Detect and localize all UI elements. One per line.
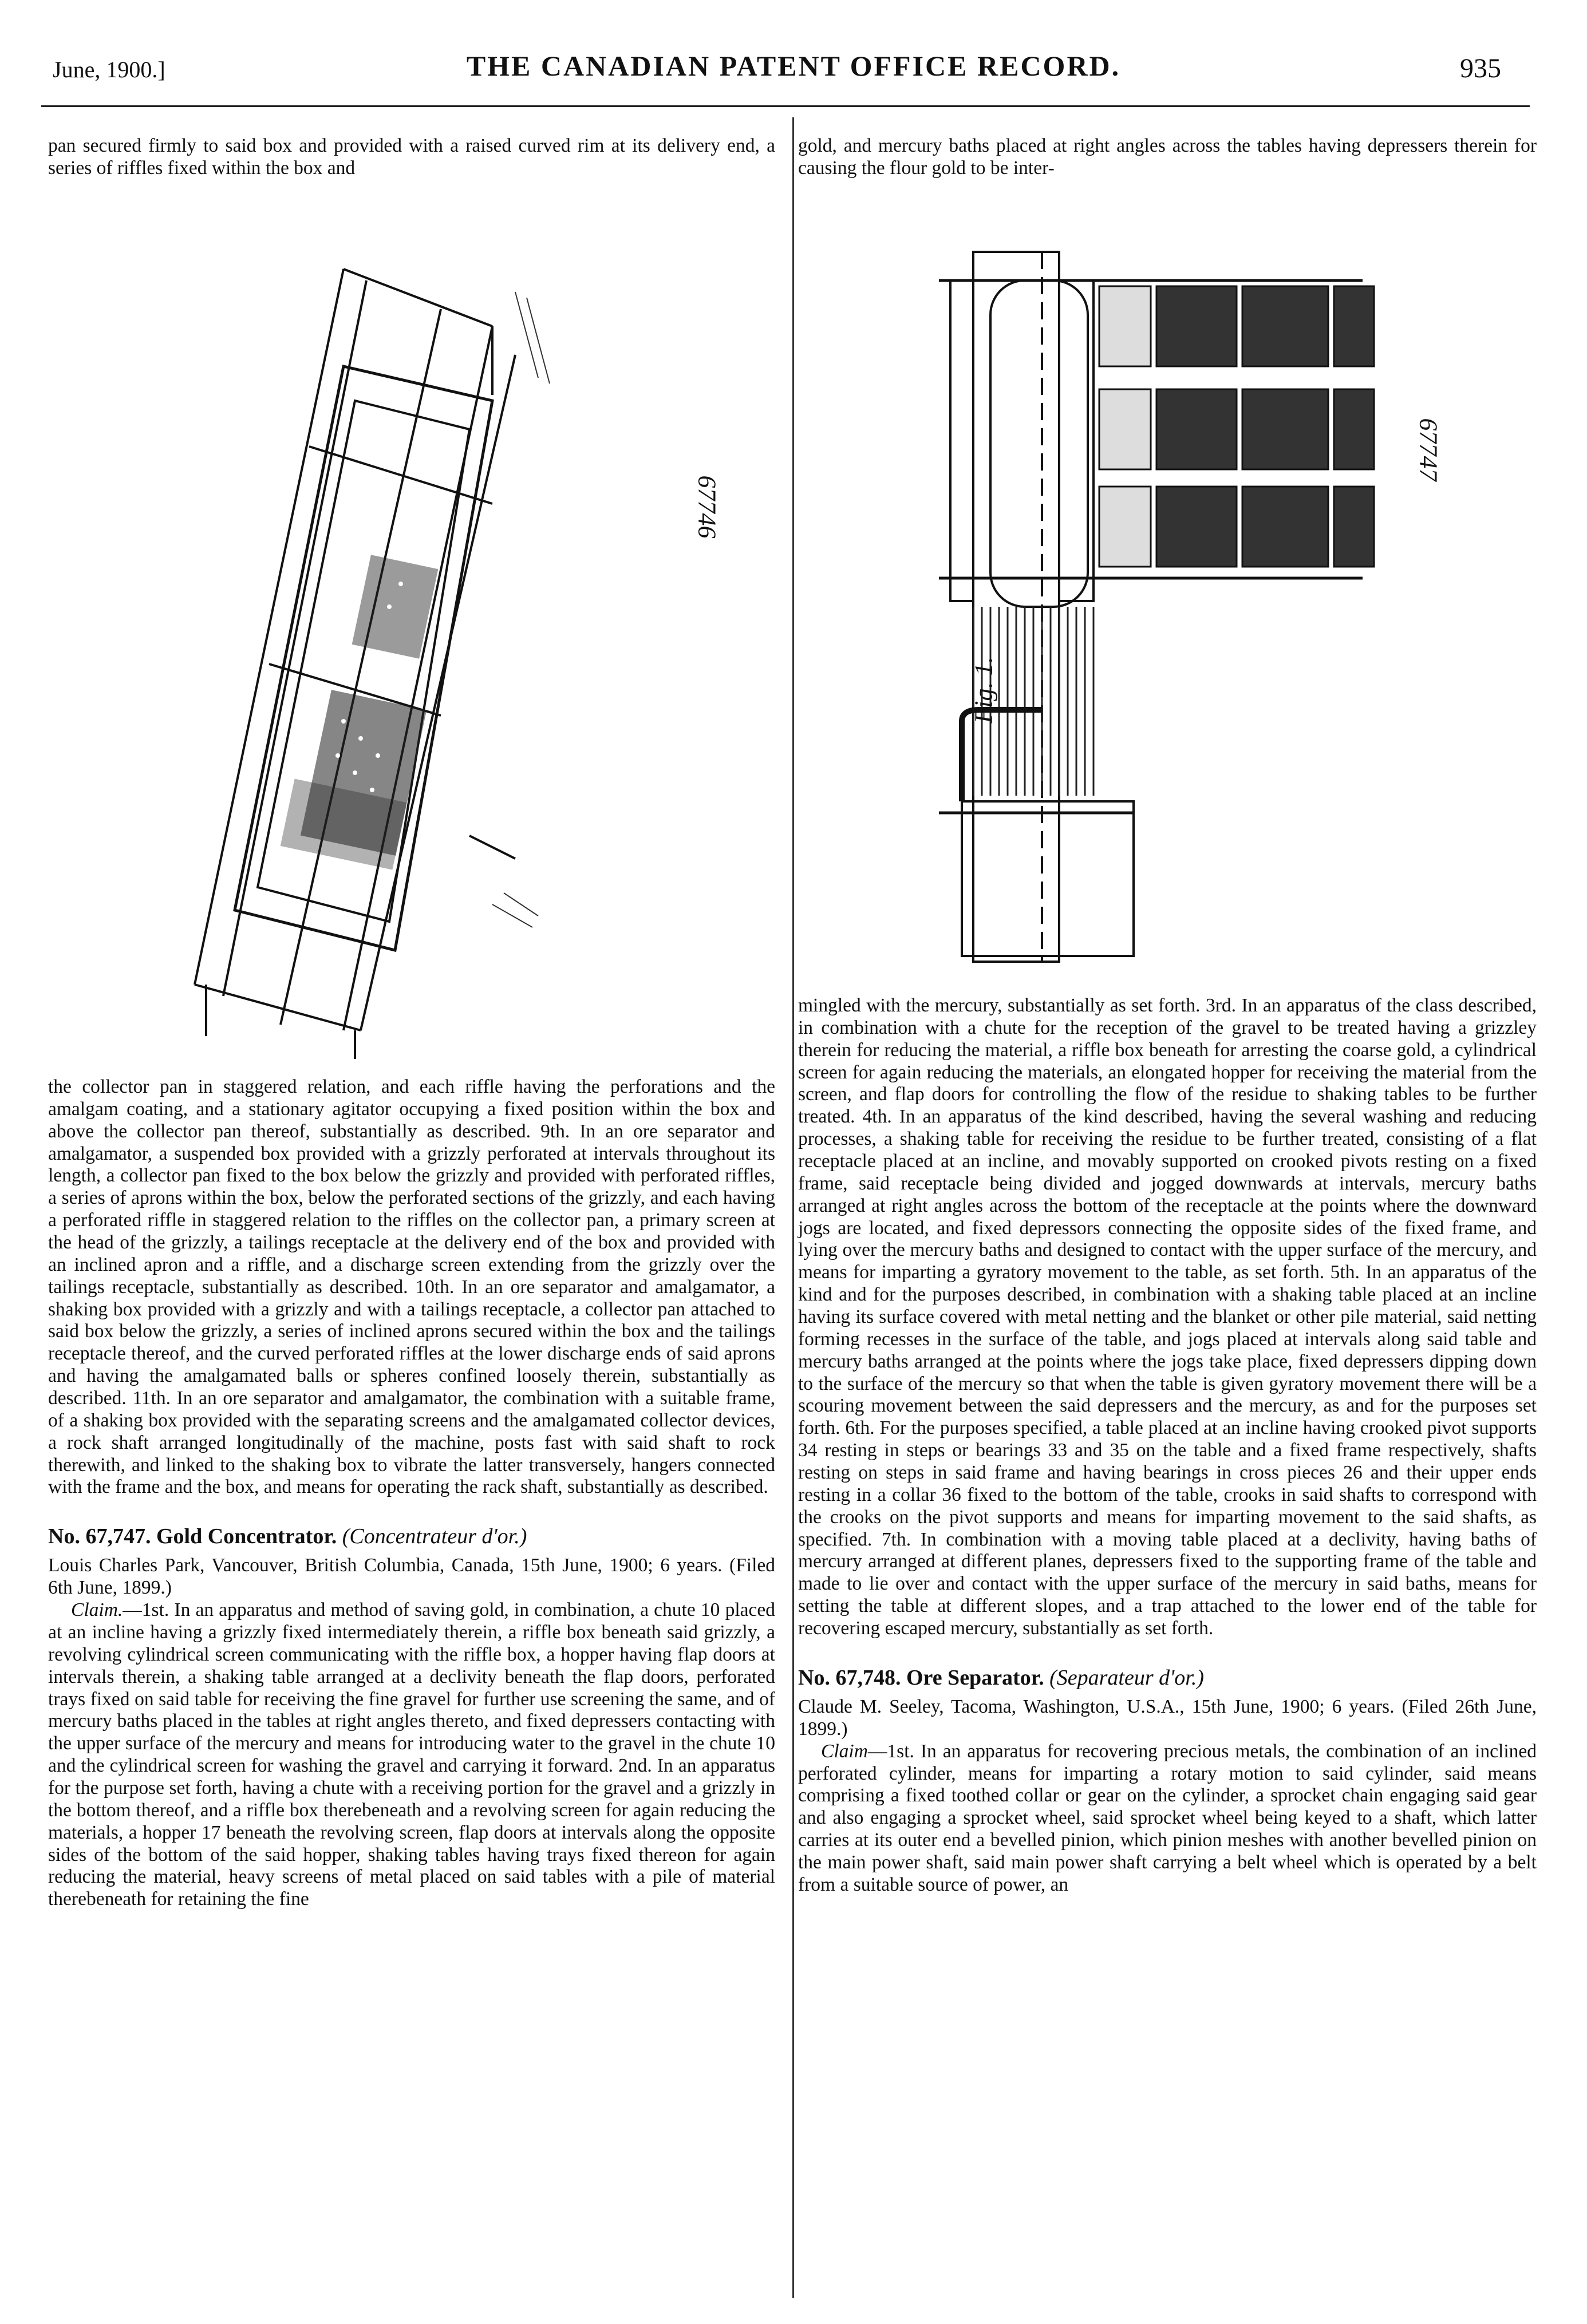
left-figure-number: 67746 <box>693 475 721 539</box>
patent-inventor: Claude M. Seeley, Tacoma, Washington, U.S.A., 15th June, 1900; 6 years. (Filed 26th June, 1899.) <box>798 1696 1537 1740</box>
left-column-bottom-text <box>48 1076 775 1911</box>
gold-concentrator-drawing <box>927 218 1420 979</box>
right-figure-number: 67747 <box>1414 418 1443 481</box>
page-number: 935 <box>1460 53 1501 84</box>
patent-claim <box>48 1599 775 1911</box>
patent-french-title: (Separateur d'or.) <box>1049 1665 1204 1690</box>
right-column-bottom-text <box>798 995 1537 1896</box>
claim-label: Claim <box>821 1740 868 1762</box>
left-continuation-text: pan secured firmly to said box and provided with a raised curved rim at its delivery end, a series of riffles fixed within the box and <box>48 135 775 179</box>
patent-title: Gold Concentrator. <box>156 1524 337 1549</box>
right-claims-continuation: mingled with the mercury, substantially as set forth. 3rd. In an apparatus of the class described, in combination with a chute for the reception of the gravel to be treated having a grizzley therein for reducing the material, a riffle box beneath for arresting the coarse gold, a cylindrical screen for again reducing the materials, an elongated hopper for receiving the material from the screen, and flap doors for controlling the flow of the residue to shaking tables to be further treated. 4th. In an apparatus of the kind described, having the several washing and reducing processes, a shaking table for receiving the residue to be further treated, consisting of a flat receptacle placed at an incline, and movably supported on crooked pivots resting on a fixed frame, said receptacle being divided and jogged downwards at intervals, mercury baths arranged at right angles across the bottom of the receptacle at the points where the downward jogs are located, and fixed depressors connecting the opposite sides of the fixed frame, and lying over the mercury baths and designed to contact with the upper surface of the mercury, and means for imparting a gyratory movement to the table, as set forth. 5th. In an apparatus of the kind and for the purposes described, in combination with a shaking table placed at an incline having its surface covered with metal netting and the blanket or other pile material, said netting forming recesses in the surface of the table, and jogs placed at intervals along said table and mercury baths arranged at the points where the jogs take place, fixed depressers dipping down to the surface of the mercury so that when the table is given gyratory movement there will be a scouring movement between the said depressers and the mercury, as and for the purposes set forth. 6th. For the purposes specified, a table placed at an incline having crooked pivot supports 34 resting in steps or bearings 33 and 35 on the table and a fixed frame respectively, shafts resting on steps in said frame and having bearings in cross pieces 26 and their upper ends resting in a collar 36 fixed to the bottom of the table, crooks in said shafts to correspond with the crooks on the pivot supports and means for imparting movement to the said shafts, as specified. 7th. In combination with a moving table placed at a declivity, having baths of mercury arranged at different planes, depressers fixed to the supporting frame of the table and made to lie over and contact with the upper surface of the mercury in said baths, means for setting the table at different slopes, and a trap attached to the lower end of the table for recovering escaped mercury, substantially as set forth. <box>798 995 1537 1639</box>
patent-french-title: (Concentrateur d'or.) <box>342 1524 527 1549</box>
claim-text: —1st. In an apparatus for recovering precious metals, the combination of an inclined perforated cylinder, means for imparting a rotary motion to said cylinder, said means comprising a fixed toothed collar or gear on the cylinder, a sprocket chain engaging said gear and also engaging a sprocket wheel, said sprocket wheel being keyed to a shaft, which latter carries at its outer end a bevelled pinion, which pinion meshes with another bevelled pinion on the main power shaft, said main power shaft carrying a belt wheel which is operated by a belt from a suitable source of power, an <box>798 1740 1537 1895</box>
claim-text: —1st. In an apparatus and method of saving gold, in combination, a chute 10 placed at an incline having a grizzly fixed intermediately therein, a riffle box beneath said grizzly, a revolving cylindrical screen communicating with the riffle box, a hopper having flap doors at intervals therein, a shaking table arranged at a declivity beneath the flap doors, perforated trays fixed on said table for receiving the fine gravel for further use screening the same, and of mercury baths placed in the tables at right angles thereto, and fixed depressers contacting with the upper surface of the mercury and means for introducing water to the gravel in the chute 10 and the cylindrical screen for washing the gravel and carrying it forward. 2nd. In an apparatus for the purpose set forth, having a chute with a receiving portion for the gravel and a grizzly in the bottom thereof, and a riffle box therebeneath and a revolving screen for again reducing the materials, a hopper 17 beneath the revolving screen, flap doors at intervals along the opposite sides of the bottom of the said hopper, shaking tables having trays fixed thereon for again reducing the material, heavy screens of metal placed on said tables with a pile of material therebeneath for retaining the fine <box>48 1599 775 1910</box>
header-rule <box>41 105 1530 107</box>
left-claims-continuation: the collector pan in staggered relation, and each riffle having the perforations and the amalgam coating, and a stationary agitator occupying a fixed position within the box and above the collector pan thereof, substantially as described. 9th. In an ore separator and amalgamator, a suspended box provided with a grizzly perforated at intervals throughout its length, a collector pan fixed to the box below the grizzly and provided with perforated riffles, a series of aprons within the box, below the perforated sections of the grizzly, and each having a perforated riffle in staggered relation to the riffles on the collector pan, a primary screen at the head of the grizzly, a tailings receptacle at the delivery end of the box and provided with an inclined apron and a riffle, and a discharge screen extending from the grizzly over the tailings receptacle, substantially as described. 10th. In an ore separator and amalgamator, a shaking box provided with a grizzly and with a tailings receptacle, a collector pan attached to said box below the grizzly, a series of inclined aprons secured within the box and the tailings receptacle thereof, and the curved perforated riffles at the lower discharge ends of said aprons and having the amalgamated balls or spheres confined loosely therein, substantially as described. 11th. In an ore separator and amalgamator, the combination with a suitable frame, of a shaking box provided with the separating screens and the amalgamated collector devices, a rock shaft arranged longitudinally of the machine, posts fast with said shaft to rock therewith, and linked to the shaking box to vibrate the latter transversely, hangers connected with the frame and the box, and means for operating the rack shaft, substantially as described. <box>48 1076 775 1498</box>
page-header <box>0 0 1587 114</box>
patent-inventor: Louis Charles Park, Vancouver, British Columbia, Canada, 15th June, 1900; 6 years. (Filed 6th June, 1899.) <box>48 1555 775 1599</box>
claim-label: Claim. <box>71 1599 123 1621</box>
patent-heading-67747 <box>48 1524 775 1549</box>
header-title: THE CANADIAN PATENT OFFICE RECORD. <box>466 50 1121 82</box>
right-figure-caption: Fig. 1. <box>969 657 998 724</box>
header-date: June, 1900.] <box>53 57 165 82</box>
right-patent-drawing <box>927 218 1420 979</box>
ore-separator-drawing <box>172 206 607 1065</box>
right-continuation-text: gold, and mercury baths placed at right angles across the tables having depressers therein for causing the flour gold to be inter- <box>798 135 1537 179</box>
right-column-top-text <box>798 135 1537 180</box>
patent-title: Ore Separator. <box>906 1665 1044 1690</box>
column-divider <box>792 117 794 2298</box>
left-patent-drawing <box>172 206 721 1065</box>
left-column-top-text <box>48 135 775 180</box>
patent-heading-67748 <box>798 1665 1537 1690</box>
patent-number: No. 67,748. <box>798 1665 901 1690</box>
patent-number: No. 67,747. <box>48 1524 151 1549</box>
patent-claim <box>798 1741 1537 1896</box>
